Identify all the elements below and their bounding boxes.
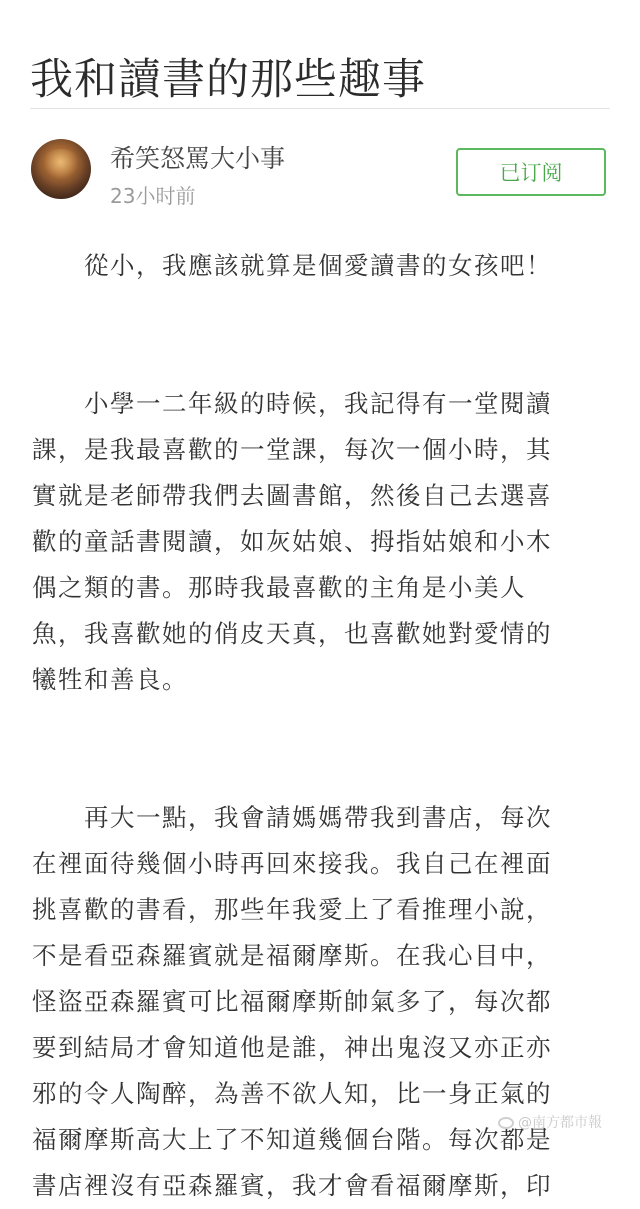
author-name[interactable]: 希笑怒罵大小事 (110, 144, 286, 173)
article-body (32, 243, 612, 1209)
paragraph-line: 犧牲和善良。 (32, 665, 188, 694)
weibo-icon (498, 1117, 514, 1129)
article-title: 我和讀書的那些趣事 (30, 54, 426, 105)
paragraph-line: 不是看亞森羅賓就是福爾摩斯。在我心目中， (32, 941, 552, 970)
paragraph-gap (32, 703, 612, 795)
article-paragraph (32, 243, 612, 289)
paragraph-line: 歡的童話書閱讀，如灰姑娘、拇指姑娘和小木 (32, 527, 552, 556)
paragraph-line: 再大一點，我會請媽媽帶我到書店，每次 (32, 803, 552, 832)
publish-time: 23小时前 (110, 184, 196, 208)
paragraph-line: 小學一二年級的時候，我記得有一堂閱讀 (32, 389, 552, 418)
paragraph-line: 要到結局才會知道他是誰，神出鬼沒又亦正亦 (32, 1033, 552, 1062)
paragraph-gap (32, 289, 612, 381)
avatar-image (37, 149, 85, 193)
paragraph-line: 課，是我最喜歡的一堂課，每次一個小時，其 (32, 435, 552, 464)
paragraph-line: 挑喜歡的書看，那些年我愛上了看推理小說， (32, 895, 552, 924)
paragraph-line: 從小，我應該就算是個愛讀書的女孩吧！ (32, 251, 552, 280)
paragraph-line: 怪盜亞森羅賓可比福爾摩斯帥氣多了，每次都 (32, 987, 552, 1016)
article-paragraph (32, 795, 612, 1209)
paragraph-line: 邪的令人陶醉，為善不欲人知，比一身正氣的 (32, 1079, 552, 1108)
author-avatar[interactable] (31, 139, 91, 199)
paragraph-line: 福爾摩斯高大上了不知道幾個台階。每次都是 (32, 1125, 552, 1154)
subscribe-button[interactable]: 已订阅 (456, 148, 606, 196)
paragraph-line: 魚，我喜歡她的俏皮天真，也喜歡她對愛情的 (32, 619, 552, 648)
paragraph-line: 書店裡沒有亞森羅賓，我才會看福爾摩斯，印 (32, 1171, 552, 1200)
watermark-text: @南方都市報 (518, 1115, 602, 1131)
article-paragraph (32, 381, 612, 703)
watermark (498, 1108, 640, 1138)
title-divider (30, 108, 610, 109)
paragraph-line: 實就是老師帶我們去圖書館，然後自己去選喜 (32, 481, 552, 510)
paragraph-line: 偶之類的書。那時我最喜歡的主角是小美人 (32, 573, 526, 602)
paragraph-line: 在裡面待幾個小時再回來接我。我自己在裡面 (32, 849, 552, 878)
